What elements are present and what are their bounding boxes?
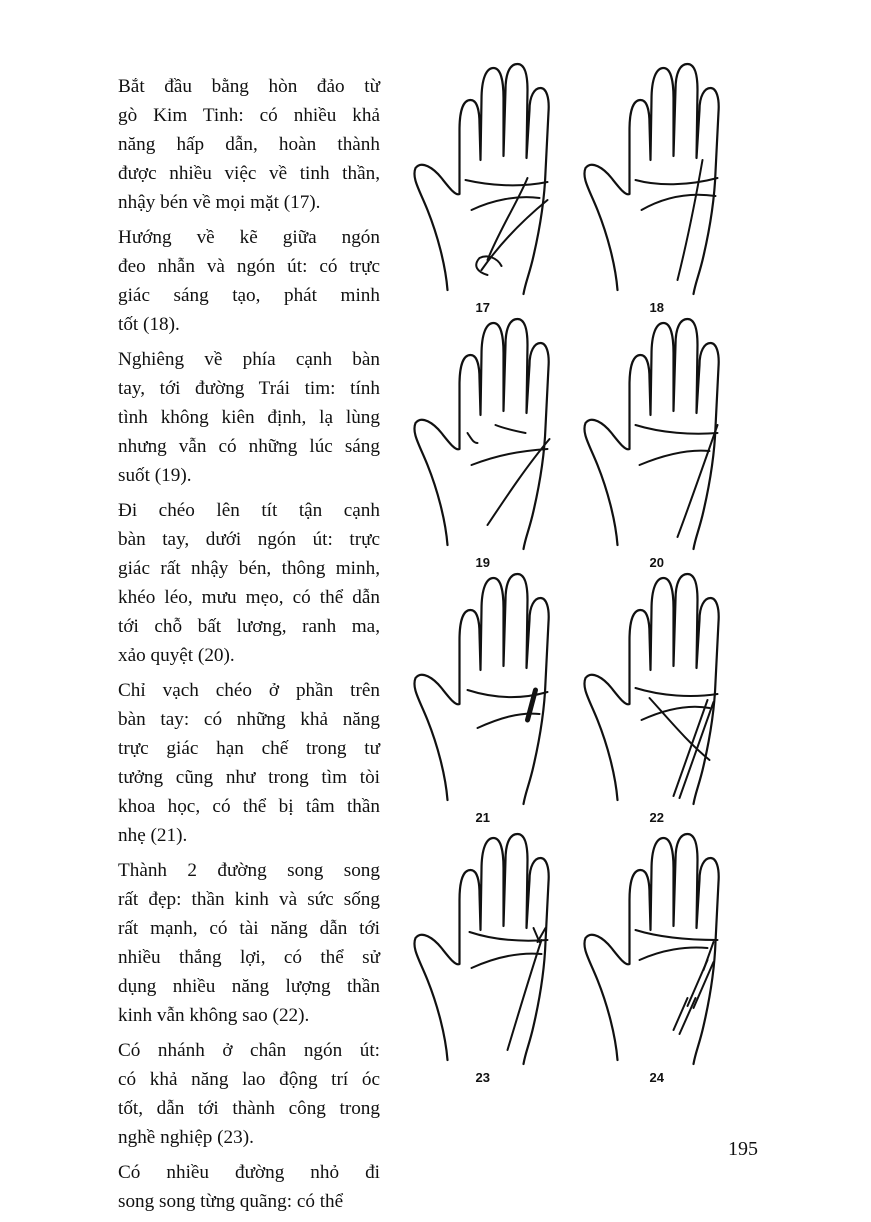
text-line: dụng nhiều năng lượng thần <box>118 976 380 997</box>
palm-line <box>528 690 536 720</box>
text-line: bàn tay: có những khả năng <box>118 709 380 730</box>
text-line: đeo nhẫn và ngón út: có trực <box>118 256 380 277</box>
palm-figure-22 <box>575 570 740 830</box>
figure-number: 18 <box>649 300 664 315</box>
text-line: tốt, dẫn tới thành công trong <box>118 1098 380 1119</box>
hand-outline <box>584 574 718 804</box>
text-line: tới chỗ bất lương, ranh ma, <box>118 616 380 637</box>
palm-line <box>674 998 688 1030</box>
page-number: 195 <box>728 1138 758 1160</box>
figure-number: 22 <box>649 810 664 825</box>
figure-number: 17 <box>475 300 490 315</box>
text-line: Hướng về kẽ giữa ngón <box>118 227 380 248</box>
text-line: song song từng quãng: có thể <box>118 1191 344 1212</box>
text-line: nhiều thắng lợi, có thể sử <box>118 947 380 968</box>
text-line: tay, tới đường Trái tim: tính <box>118 378 380 399</box>
palm-line <box>636 178 718 184</box>
paragraph <box>80 496 380 670</box>
hand-outline <box>414 574 548 804</box>
text-line: tốt (18). <box>118 314 180 335</box>
palm-figure-17 <box>405 60 570 320</box>
palm-figure-24 <box>575 830 740 1090</box>
text-line: Có nhánh ở chân ngón út: <box>118 1040 380 1061</box>
text-line: rất đẹp: thần kinh và sức sống <box>118 889 380 910</box>
text-line: nghề nghiệp (23). <box>118 1127 254 1148</box>
palm-line <box>642 707 710 720</box>
paragraph <box>80 1036 380 1152</box>
palm-figure-21 <box>405 570 570 830</box>
text-line: Đi chéo lên tít tận cạnh <box>118 500 380 521</box>
figure-number: 19 <box>475 555 490 570</box>
text-line: suốt (19). <box>118 465 192 486</box>
palm-line <box>640 948 708 961</box>
text-line: Thành 2 đường song song <box>118 860 380 881</box>
palm-figure-19 <box>405 315 570 575</box>
text-line: tưởng cũng như trong tìm tòi <box>118 767 380 788</box>
palm-line <box>678 425 718 537</box>
text-line: tình không kiên định, lạ lùng <box>118 407 380 428</box>
palm-line <box>508 940 542 1050</box>
palm-line <box>472 197 540 210</box>
text-line: bàn tay, dưới ngón út: trực <box>118 529 380 550</box>
hand-outline <box>414 834 548 1064</box>
palm-figure-20 <box>575 315 740 575</box>
palm-line <box>642 195 716 210</box>
palm-line <box>466 180 548 185</box>
text-line: giác rất nhậy bén, thông minh, <box>118 558 380 579</box>
palm-figure-23 <box>405 830 570 1090</box>
text-line: trực giác hạn chế trong tư <box>118 738 380 759</box>
palm-line <box>640 451 710 465</box>
palm-line <box>636 425 718 434</box>
paragraph <box>80 72 380 217</box>
palm-figures <box>405 60 745 1120</box>
paragraph <box>80 345 380 490</box>
palm-line <box>636 688 718 696</box>
text-line: Bắt đầu bằng hòn đảo từ <box>118 76 380 97</box>
text-line: khoa học, có thể bị tâm thần <box>118 796 380 817</box>
hand-outline <box>414 64 548 294</box>
text-line: có khả năng lao động trí óc <box>118 1069 380 1090</box>
paragraph <box>80 856 380 1030</box>
paragraph <box>80 223 380 339</box>
palm-line <box>496 425 526 433</box>
text-line: giác sáng tạo, phát minh <box>118 285 380 306</box>
text-line: Có nhiều đường nhỏ đi <box>118 1162 380 1183</box>
text-line: xảo quyệt (20). <box>118 645 235 666</box>
figure-number: 21 <box>475 810 490 825</box>
figure-number: 20 <box>649 555 664 570</box>
figure-number: 24 <box>649 1070 664 1085</box>
text-line: được nhiều việc về tinh thần, <box>118 163 380 184</box>
text-line: rất mạnh, có tài năng dẫn tới <box>118 918 380 939</box>
paragraph <box>80 676 380 850</box>
text-line: năng hấp dẫn, hoàn thành <box>118 134 380 155</box>
palm-line <box>468 433 478 443</box>
text-line: gò Kim Tinh: có nhiều khả <box>118 105 380 126</box>
palm-line <box>636 930 718 940</box>
palm-line <box>678 160 703 280</box>
text-column <box>80 72 380 1222</box>
text-line: Nghiêng về phía cạnh bàn <box>118 349 380 370</box>
text-line: nhưng vẫn có những lúc sáng <box>118 436 380 457</box>
text-line: kinh vẫn không sao (22). <box>118 1005 310 1026</box>
palm-line <box>680 998 696 1034</box>
text-line: Chỉ vạch chéo ở phần trên <box>118 680 380 701</box>
paragraph <box>80 1158 380 1216</box>
palm-line <box>472 954 542 968</box>
text-line: nhậy bén về mọi mặt (17). <box>118 192 321 213</box>
hand-outline <box>584 834 718 1064</box>
palm-line <box>674 700 708 796</box>
hand-outline <box>414 319 548 549</box>
text-line: nhẹ (21). <box>118 825 188 846</box>
figure-number: 23 <box>475 1070 490 1085</box>
palm-line <box>488 178 528 260</box>
text-line: khéo léo, mưu mẹo, có thể dẫn <box>118 587 380 608</box>
palm-line <box>680 702 714 798</box>
palm-figure-18 <box>575 60 740 320</box>
